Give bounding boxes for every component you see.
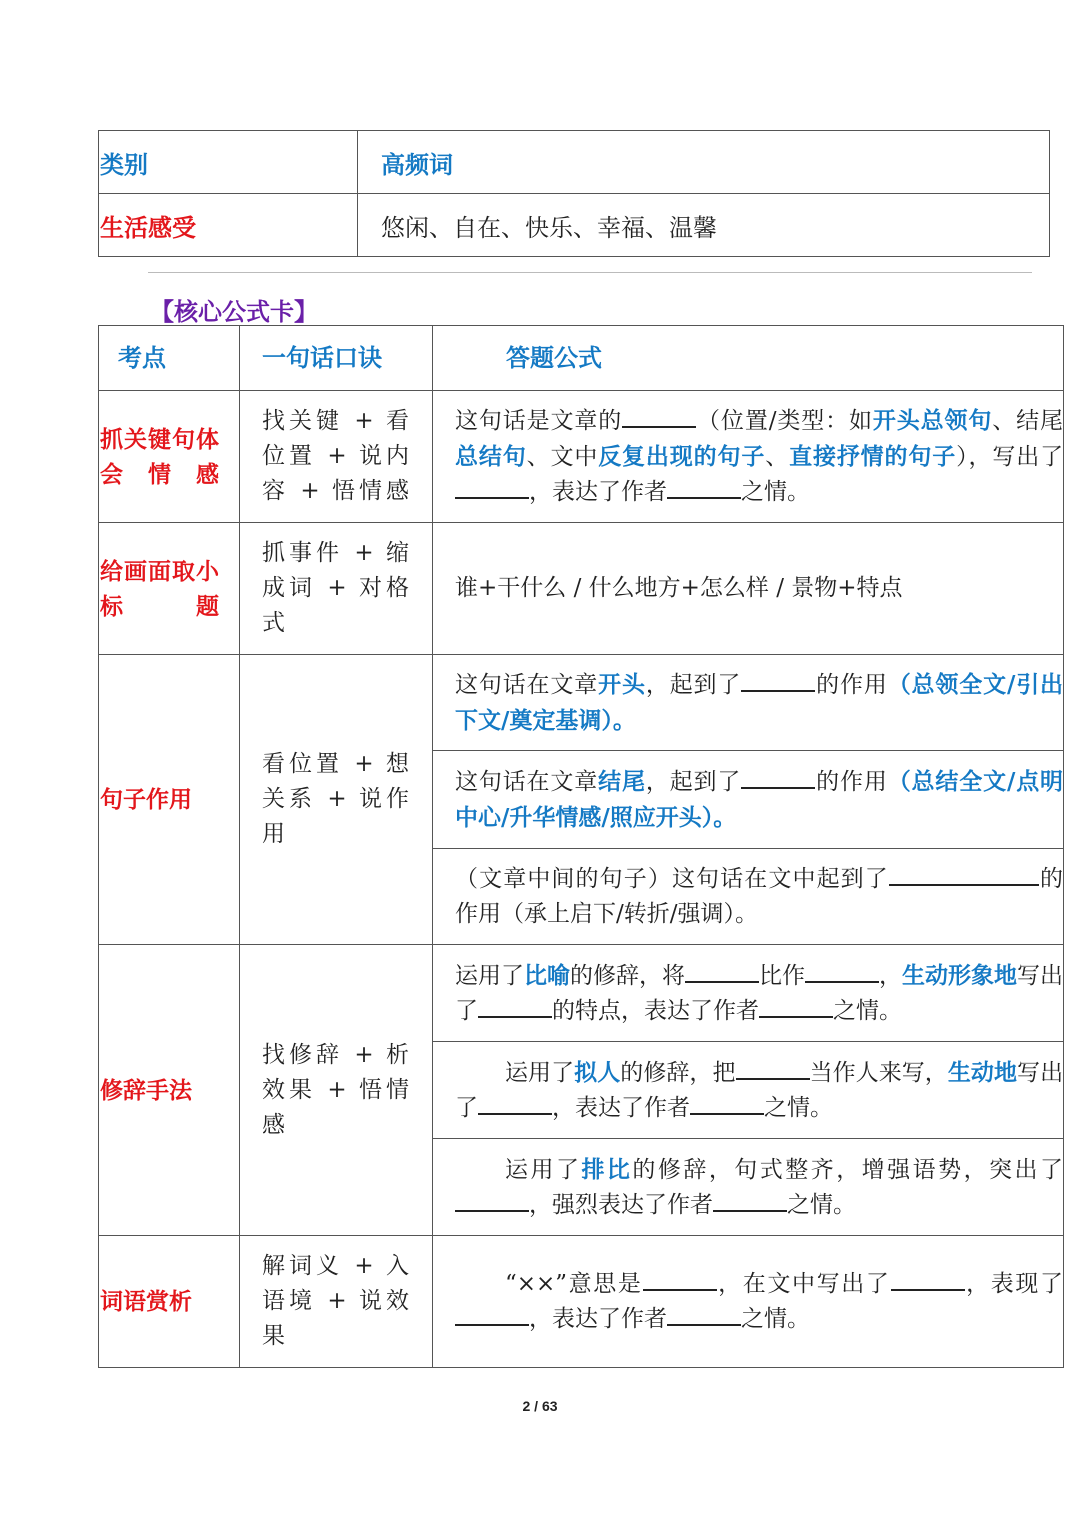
formula-text: 这句话在文章 xyxy=(455,671,599,698)
section-divider xyxy=(148,272,1032,273)
formula-text: 比作 xyxy=(759,962,805,989)
exam-point: 修辞手法 xyxy=(99,945,240,1236)
fill-blank xyxy=(741,670,815,692)
formula-text: 之情。 xyxy=(787,1191,856,1218)
formula-text: 写出了 xyxy=(455,962,1063,1024)
formula-text: 的修辞，将 xyxy=(570,962,685,989)
formula-text: ，强烈表达了作者 xyxy=(529,1191,713,1218)
formula-text: ，起到了 xyxy=(645,768,742,795)
card-title: 【核心公式卡】 xyxy=(150,299,318,326)
answer-formula xyxy=(433,849,1064,945)
formula-text: 、文中 xyxy=(526,444,599,470)
fill-blank xyxy=(455,1190,529,1212)
formula-header-row xyxy=(99,326,1064,391)
fill-blank xyxy=(713,1190,787,1212)
mnemonic: 解词义 + 入语境 + 说效果 xyxy=(240,1236,433,1368)
mnemonic: 抓事件 + 缩成词 + 对格式 xyxy=(240,523,433,655)
fill-blank xyxy=(455,477,529,499)
formula-text: ，表达了作者 xyxy=(529,479,667,505)
keyword: 开头 xyxy=(598,670,646,698)
formula-text: 的作用 xyxy=(815,671,888,698)
formula-text: 、 xyxy=(765,444,790,470)
keyword: 拟人 xyxy=(574,1058,621,1086)
fill-blank xyxy=(736,1058,810,1080)
formula-row xyxy=(99,523,1064,655)
exam-point: 句子作用 xyxy=(99,655,240,945)
fill-blank xyxy=(478,996,552,1018)
formula-text: 的作用 xyxy=(815,768,888,795)
formula-text: 的作用（承上启下/转折/强调）。 xyxy=(455,865,1064,927)
formula-text: 的修辞，把 xyxy=(620,1059,736,1086)
formula-text: 之情。 xyxy=(741,479,810,505)
fill-blank xyxy=(685,961,759,983)
answer-formula xyxy=(433,523,1064,655)
fill-blank xyxy=(759,996,833,1018)
formula-row xyxy=(99,391,1064,523)
formula-text: ， xyxy=(879,962,902,989)
keyword: 生动形象地 xyxy=(902,961,1017,989)
fill-blank xyxy=(690,1093,764,1115)
vocab-words: 悠闲、自在、快乐、幸福、温馨 xyxy=(358,194,1050,257)
mnemonic: 看位置 + 想关系 + 说作用 xyxy=(240,655,433,945)
formula-row xyxy=(99,655,1064,751)
formula-text: 的修辞，句式整齐，增强语势，突出了 xyxy=(632,1156,1064,1183)
formula-text: ，在文中写出了 xyxy=(716,1270,891,1297)
answer-formula xyxy=(433,751,1064,849)
formula-text: 、结尾 xyxy=(992,408,1064,434)
formula-text: ，表达了作者 xyxy=(529,1305,667,1332)
keyword: 总结句 xyxy=(455,443,527,470)
keyword: 排比 xyxy=(581,1155,633,1183)
keyword: 直接抒情的句子 xyxy=(789,443,957,470)
exam-point: 抓关键句体会情感 xyxy=(99,391,240,523)
formula-text: ，表现了 xyxy=(964,1270,1063,1297)
fill-blank xyxy=(889,864,1039,886)
formula-table xyxy=(98,325,1064,1368)
vocab-header-row xyxy=(99,131,1050,194)
formula-text: 运用了 xyxy=(505,1156,582,1183)
formula-text: 之情。 xyxy=(741,1305,810,1332)
keyword: 比喻 xyxy=(524,961,570,989)
formula-row xyxy=(99,1236,1064,1368)
fill-blank xyxy=(667,1304,741,1326)
formula-text: 运用了 xyxy=(455,962,524,989)
fill-blank xyxy=(667,477,741,499)
formula-text: 运用了 xyxy=(505,1059,575,1086)
vocab-row xyxy=(99,194,1050,257)
vocab-table xyxy=(98,130,1050,257)
answer-formula xyxy=(433,655,1064,751)
answer-formula xyxy=(433,1139,1064,1236)
formula-text: ，起到了 xyxy=(645,671,742,698)
header-point: 考点 xyxy=(99,326,240,391)
answer-formula xyxy=(433,945,1064,1042)
formula-text: 写出了 xyxy=(455,1059,1064,1121)
answer-formula xyxy=(433,1042,1064,1139)
fill-blank xyxy=(643,1269,717,1291)
formula-text: 谁+干什么 / 什么地方+怎么样 / 景物+特点 xyxy=(455,575,903,601)
formula-row xyxy=(99,945,1064,1042)
fill-blank xyxy=(455,1304,529,1326)
formula-text: ），写出了 xyxy=(956,444,1064,470)
formula-text: 当作人来写， xyxy=(809,1059,948,1086)
formula-text: （位置/类型：如 xyxy=(696,408,873,434)
fill-blank xyxy=(741,767,815,789)
mnemonic: 找修辞 + 析效果 + 悟情感 xyxy=(240,945,433,1236)
formula-text: 的特点，表达了作者 xyxy=(552,997,759,1024)
keyword: （总结全文/点明中心/升华情感/照应开头）。 xyxy=(455,767,1064,831)
formula-text: 之情。 xyxy=(833,997,902,1024)
header-formula: 答题公式 xyxy=(433,326,1064,391)
exam-point: 给画面取小标题 xyxy=(99,523,240,655)
formula-text: 这句话在文章 xyxy=(455,768,599,795)
answer-formula xyxy=(433,391,1064,523)
formula-text: ，表达了作者 xyxy=(552,1094,690,1121)
vocab-header-category: 类别 xyxy=(99,131,358,194)
header-mnemonic: 一句话口诀 xyxy=(240,326,433,391)
fill-blank xyxy=(622,406,696,428)
formula-text: 这句话是文章的 xyxy=(455,408,623,434)
keyword: 反复出现的句子 xyxy=(598,443,766,470)
formula-text: “××”意思是 xyxy=(505,1270,643,1297)
keyword: 开头总领句 xyxy=(872,407,993,434)
keyword: 结尾 xyxy=(598,767,646,795)
exam-point: 词语赏析 xyxy=(99,1236,240,1368)
fill-blank xyxy=(478,1093,552,1115)
vocab-header-words: 高频词 xyxy=(358,131,1050,194)
fill-blank xyxy=(805,961,879,983)
vocab-category: 生活感受 xyxy=(99,194,358,257)
keyword: 生动地 xyxy=(947,1058,1018,1086)
formula-text: 之情。 xyxy=(764,1094,833,1121)
page-number: 2 / 63 xyxy=(522,1398,558,1414)
keyword: （总领全文/引出下文/奠定基调）。 xyxy=(455,670,1064,734)
formula-text: （文章中间的句子）这句话在文中起到了 xyxy=(455,865,889,892)
answer-formula xyxy=(433,1236,1064,1368)
fill-blank xyxy=(891,1269,965,1291)
mnemonic: 找关键 + 看位置 + 说内容 + 悟情感 xyxy=(240,391,433,523)
